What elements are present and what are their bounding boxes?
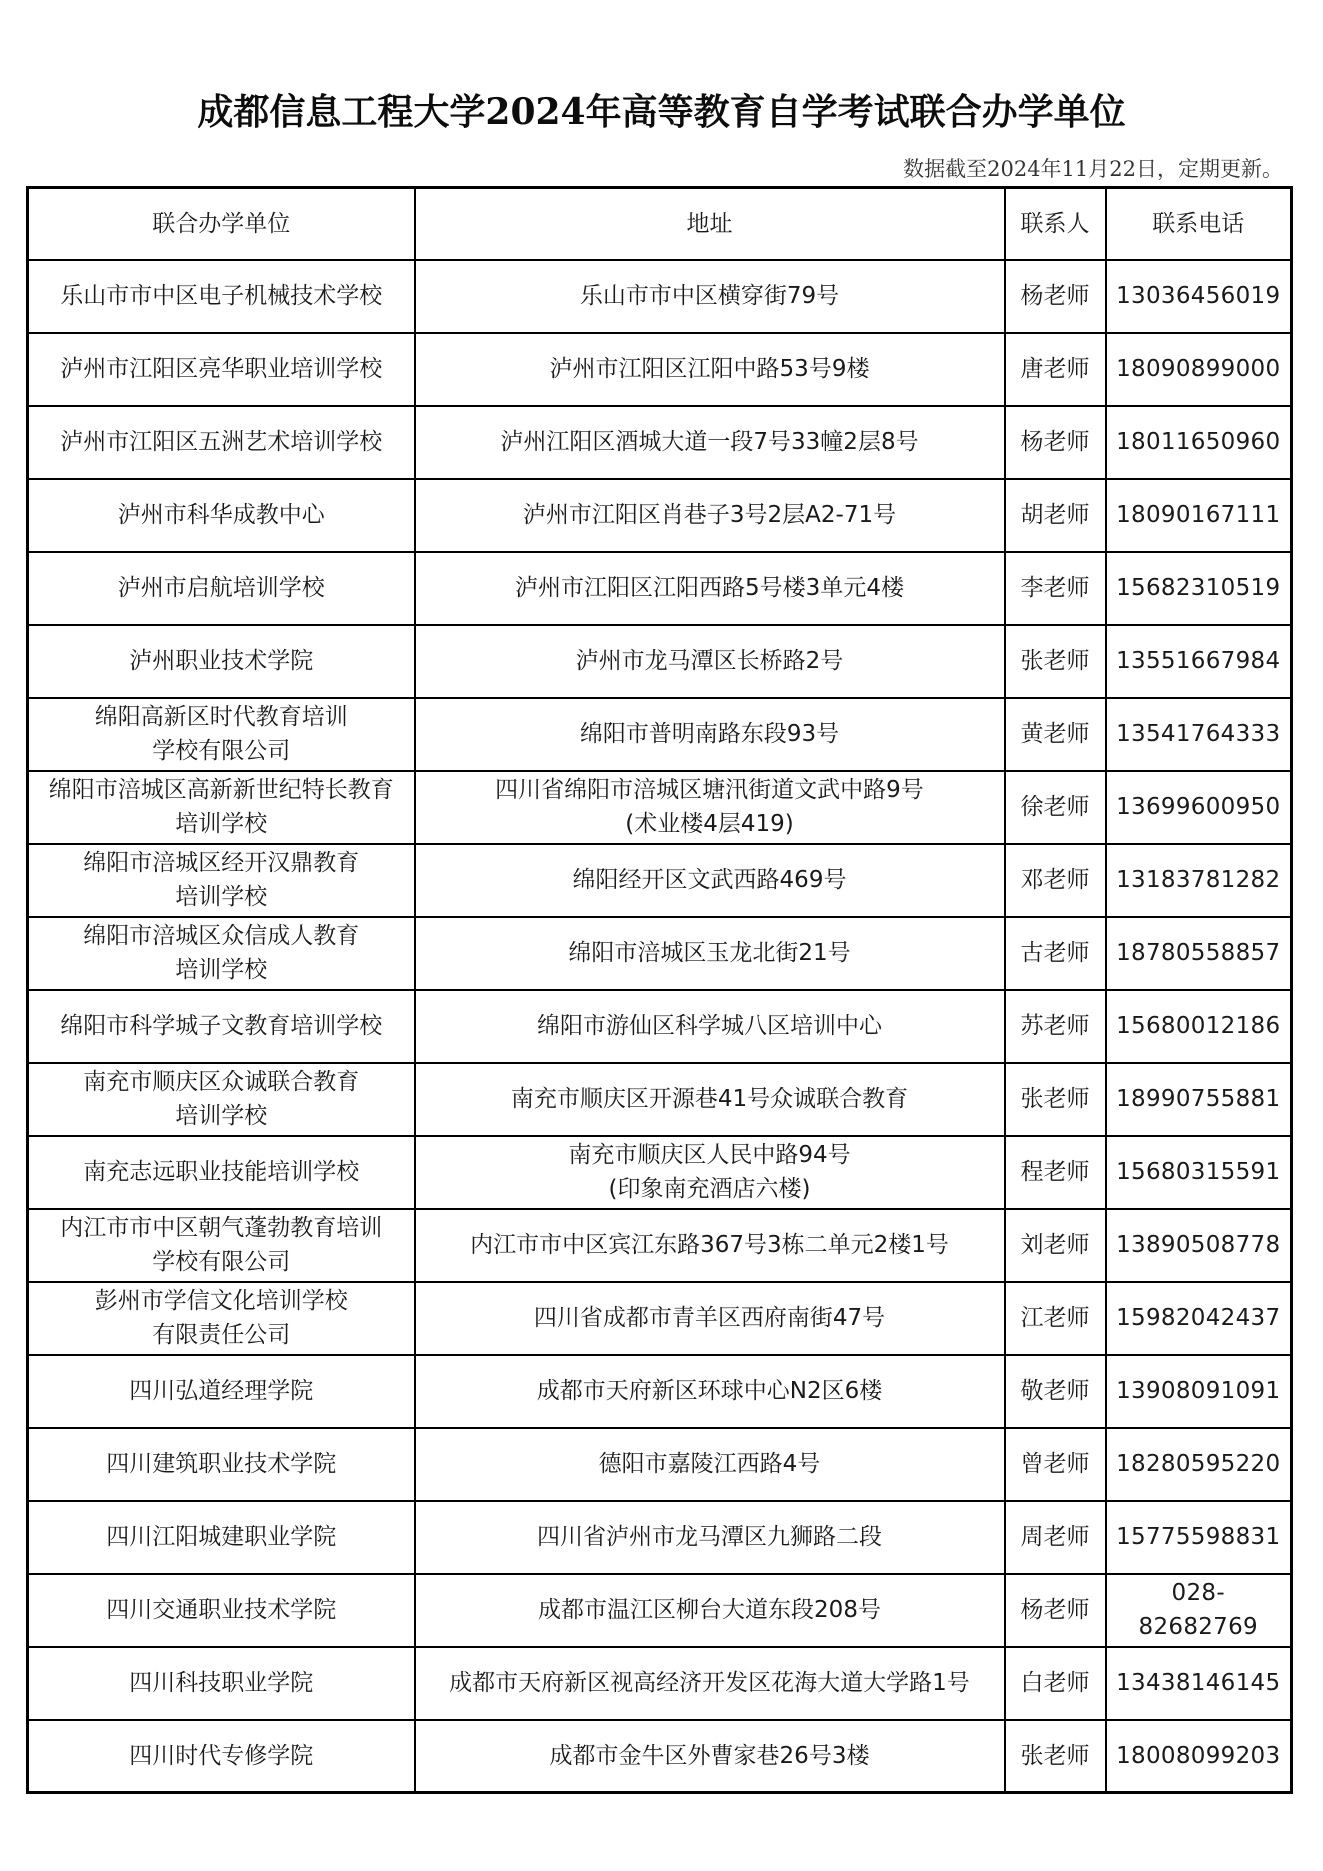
cell-contact: 程老师 — [1005, 1136, 1106, 1209]
address-line: (术业楼4层419) — [625, 811, 794, 837]
table-row — [28, 1720, 1292, 1793]
cell-phone: 15682310519 — [1106, 552, 1292, 625]
cell-phone: 028-82682769 — [1106, 1574, 1292, 1647]
address-line: (印象南充酒店六楼) — [608, 1176, 811, 1202]
cell-contact: 杨老师 — [1005, 406, 1106, 479]
cell-address — [415, 1209, 1005, 1282]
cell-unit — [28, 406, 415, 479]
cell-unit — [28, 1501, 415, 1574]
address-line: 绵阳经开区文武西路469号 — [572, 867, 847, 893]
cell-address — [415, 1428, 1005, 1501]
unit-line: 绵阳市科学城子文教育培训学校 — [60, 1013, 383, 1039]
unit-line: 培训学校 — [175, 811, 268, 837]
cell-address — [415, 1574, 1005, 1647]
unit-line: 泸州市江阳区五洲艺术培训学校 — [60, 429, 383, 455]
address-line: 绵阳市游仙区科学城八区培训中心 — [537, 1013, 882, 1039]
document-title: 成都信息工程大学2024年高等教育自学考试联合办学单位 — [197, 91, 1126, 133]
unit-line: 内江市市中区朝气蓬勃教育培训 — [60, 1215, 383, 1241]
cell-phone: 13551667984 — [1106, 625, 1292, 698]
cell-unit — [28, 917, 415, 990]
address-line: 泸州市龙马潭区长桥路2号 — [575, 648, 844, 674]
cell-address — [415, 844, 1005, 917]
table-row — [28, 917, 1292, 990]
unit-line: 培训学校 — [175, 884, 268, 910]
unit-line: 南充市顺庆区众诚联合教育 — [83, 1069, 360, 1095]
table-row — [28, 479, 1292, 552]
cell-contact: 胡老师 — [1005, 479, 1106, 552]
cell-unit — [28, 625, 415, 698]
address-line: 四川省绵阳市涪城区塘汛街道文武中路9号 — [495, 777, 924, 803]
cell-address — [415, 1136, 1005, 1209]
cell-contact: 杨老师 — [1005, 260, 1106, 333]
table-row — [28, 1209, 1292, 1282]
cell-phone: 18090167111 — [1106, 479, 1292, 552]
address-line: 成都市天府新区环球中心N2区6楼 — [536, 1378, 883, 1404]
unit-line: 有限责任公司 — [152, 1322, 291, 1348]
unit-line: 四川弘道经理学院 — [129, 1378, 314, 1404]
cell-phone: 13699600950 — [1106, 771, 1292, 844]
address-line: 泸州市江阳区江阳西路5号楼3单元4楼 — [515, 575, 904, 601]
table-row — [28, 333, 1292, 406]
cell-contact: 江老师 — [1005, 1282, 1106, 1355]
cell-contact: 张老师 — [1005, 1720, 1106, 1793]
unit-line: 绵阳高新区时代教育培训 — [94, 704, 348, 730]
unit-line: 彭州市学信文化培训学校 — [94, 1288, 348, 1314]
cell-contact: 张老师 — [1005, 625, 1106, 698]
cell-contact: 邓老师 — [1005, 844, 1106, 917]
cell-phone: 18990755881 — [1106, 1063, 1292, 1136]
table-row — [28, 1501, 1292, 1574]
cell-unit — [28, 1209, 415, 1282]
address-line: 泸州市江阳区江阳中路53号9楼 — [549, 356, 870, 382]
cell-unit — [28, 1647, 415, 1720]
cell-unit — [28, 1574, 415, 1647]
header-address: 地址 — [415, 188, 1005, 260]
address-line: 成都市温江区柳台大道东段208号 — [538, 1597, 881, 1623]
address-line: 成都市金牛区外曹家巷26号3楼 — [549, 1742, 870, 1769]
cell-phone: 18780558857 — [1106, 917, 1292, 990]
cell-phone: 15775598831 — [1106, 1501, 1292, 1574]
cell-contact: 杨老师 — [1005, 1574, 1106, 1647]
table-row — [28, 406, 1292, 479]
cell-unit — [28, 1136, 415, 1209]
table-row — [28, 1355, 1292, 1428]
address-line: 德阳市嘉陵江西路4号 — [598, 1451, 821, 1477]
cell-contact: 白老师 — [1005, 1647, 1106, 1720]
table-row — [28, 260, 1292, 333]
address-line: 乐山市市中区横穿街79号 — [579, 283, 840, 309]
cell-unit — [28, 844, 415, 917]
table-row — [28, 1574, 1292, 1647]
address-line: 成都市天府新区视高经济开发区花海大道大学路1号 — [449, 1670, 970, 1696]
cell-unit — [28, 479, 415, 552]
cell-phone: 13890508778 — [1106, 1209, 1292, 1282]
unit-line: 四川建筑职业技术学院 — [106, 1451, 337, 1477]
cell-address — [415, 771, 1005, 844]
cell-address — [415, 917, 1005, 990]
cell-address — [415, 1063, 1005, 1136]
cell-unit — [28, 1720, 415, 1793]
unit-line: 绵阳市涪城区众信成人教育 — [83, 923, 360, 949]
unit-line: 四川江阳城建职业学院 — [106, 1524, 337, 1550]
address-line: 绵阳市普明南路东段93号 — [579, 721, 840, 747]
cell-contact: 苏老师 — [1005, 990, 1106, 1063]
address-line: 内江市市中区宾江东路367号3栋二单元2楼1号 — [470, 1232, 949, 1258]
cell-address — [415, 333, 1005, 406]
cell-phone: 15680012186 — [1106, 990, 1292, 1063]
address-line: 南充市顺庆区人民中路94号 — [568, 1142, 851, 1168]
cell-phone: 18011650960 — [1106, 406, 1292, 479]
address-line: 绵阳市涪城区玉龙北街21号 — [568, 940, 851, 966]
cell-contact: 古老师 — [1005, 917, 1106, 990]
table-row — [28, 844, 1292, 917]
cell-phone: 18008099203 — [1106, 1720, 1292, 1793]
table-row — [28, 1647, 1292, 1720]
cell-unit — [28, 1063, 415, 1136]
cell-address — [415, 479, 1005, 552]
unit-line: 四川交通职业技术学院 — [106, 1597, 337, 1623]
table-row — [28, 625, 1292, 698]
table-row — [28, 698, 1292, 771]
cell-contact: 徐老师 — [1005, 771, 1106, 844]
table-row — [28, 1282, 1292, 1355]
unit-line: 四川科技职业学院 — [129, 1670, 314, 1696]
cell-unit — [28, 552, 415, 625]
table-row — [28, 552, 1292, 625]
cell-phone: 15680315591 — [1106, 1136, 1292, 1209]
address-line: 南充市顺庆区开源巷41号众诚联合教育 — [510, 1086, 909, 1112]
cell-address — [415, 1282, 1005, 1355]
unit-line: 泸州市启航培训学校 — [117, 575, 325, 601]
cell-address — [415, 625, 1005, 698]
unit-line: 绵阳市涪城区经开汉鼎教育 — [83, 850, 360, 876]
cell-phone: 15982042437 — [1106, 1282, 1292, 1355]
cell-phone: 13438146145 — [1106, 1647, 1292, 1720]
unit-line: 学校有限公司 — [152, 738, 291, 764]
table-row — [28, 771, 1292, 844]
unit-line: 绵阳市涪城区高新新世纪特长教育 — [48, 777, 394, 803]
cell-phone: 13036456019 — [1106, 260, 1292, 333]
cell-unit — [28, 1428, 415, 1501]
unit-line: 泸州市科华成教中心 — [117, 502, 325, 528]
address-line: 泸州江阳区酒城大道一段7号33幢2层8号 — [500, 429, 919, 455]
cell-address — [415, 1501, 1005, 1574]
cell-contact: 李老师 — [1005, 552, 1106, 625]
cell-address — [415, 1720, 1005, 1793]
table-body — [28, 260, 1292, 1793]
cell-contact: 曾老师 — [1005, 1428, 1106, 1501]
cell-unit — [28, 1355, 415, 1428]
cell-address — [415, 1647, 1005, 1720]
cell-address — [415, 1355, 1005, 1428]
address-line: 四川省成都市青羊区西府南街47号 — [533, 1305, 886, 1331]
cell-phone: 13908091091 — [1106, 1355, 1292, 1428]
cell-phone: 13541764333 — [1106, 698, 1292, 771]
cell-contact: 刘老师 — [1005, 1209, 1106, 1282]
cell-unit — [28, 698, 415, 771]
table-row — [28, 1136, 1292, 1209]
unit-line: 乐山市市中区电子机械技术学校 — [60, 283, 383, 309]
cell-contact: 张老师 — [1005, 1063, 1106, 1136]
update-note: 数据截至2024年11月22日，定期更新。 — [903, 157, 1283, 181]
cell-contact: 周老师 — [1005, 1501, 1106, 1574]
cell-address — [415, 260, 1005, 333]
address-line: 四川省泸州市龙马潭区九狮路二段 — [537, 1524, 882, 1550]
unit-line: 培训学校 — [175, 957, 268, 983]
cell-address — [415, 406, 1005, 479]
cell-address — [415, 990, 1005, 1063]
cell-contact: 黄老师 — [1005, 698, 1106, 771]
header-contact: 联系人 — [1005, 188, 1106, 260]
cell-unit — [28, 1282, 415, 1355]
cell-contact: 唐老师 — [1005, 333, 1106, 406]
cell-phone: 13183781282 — [1106, 844, 1292, 917]
unit-line: 四川时代专修学院 — [129, 1742, 314, 1769]
cell-unit — [28, 771, 415, 844]
header-phone: 联系电话 — [1106, 188, 1292, 260]
cell-unit — [28, 333, 415, 406]
cell-contact: 敬老师 — [1005, 1355, 1106, 1428]
address-line: 泸州市江阳区肖巷子3号2层A2-71号 — [522, 502, 897, 528]
unit-line: 培训学校 — [175, 1103, 268, 1129]
header-unit: 联合办学单位 — [28, 188, 415, 260]
cell-phone: 18090899000 — [1106, 333, 1292, 406]
table-row — [28, 1063, 1292, 1136]
unit-line: 泸州职业技术学院 — [129, 648, 314, 674]
cell-unit — [28, 260, 415, 333]
cell-address — [415, 552, 1005, 625]
unit-line: 南充志远职业技能培训学校 — [83, 1159, 360, 1185]
table-row — [28, 1428, 1292, 1501]
cell-address — [415, 698, 1005, 771]
partner-units-table — [26, 186, 1293, 1794]
cell-unit — [28, 990, 415, 1063]
table-row — [28, 990, 1292, 1063]
unit-line: 学校有限公司 — [152, 1249, 291, 1275]
unit-line: 泸州市江阳区亮华职业培训学校 — [60, 356, 383, 382]
table-header-row — [28, 188, 1292, 260]
cell-phone: 18280595220 — [1106, 1428, 1292, 1501]
